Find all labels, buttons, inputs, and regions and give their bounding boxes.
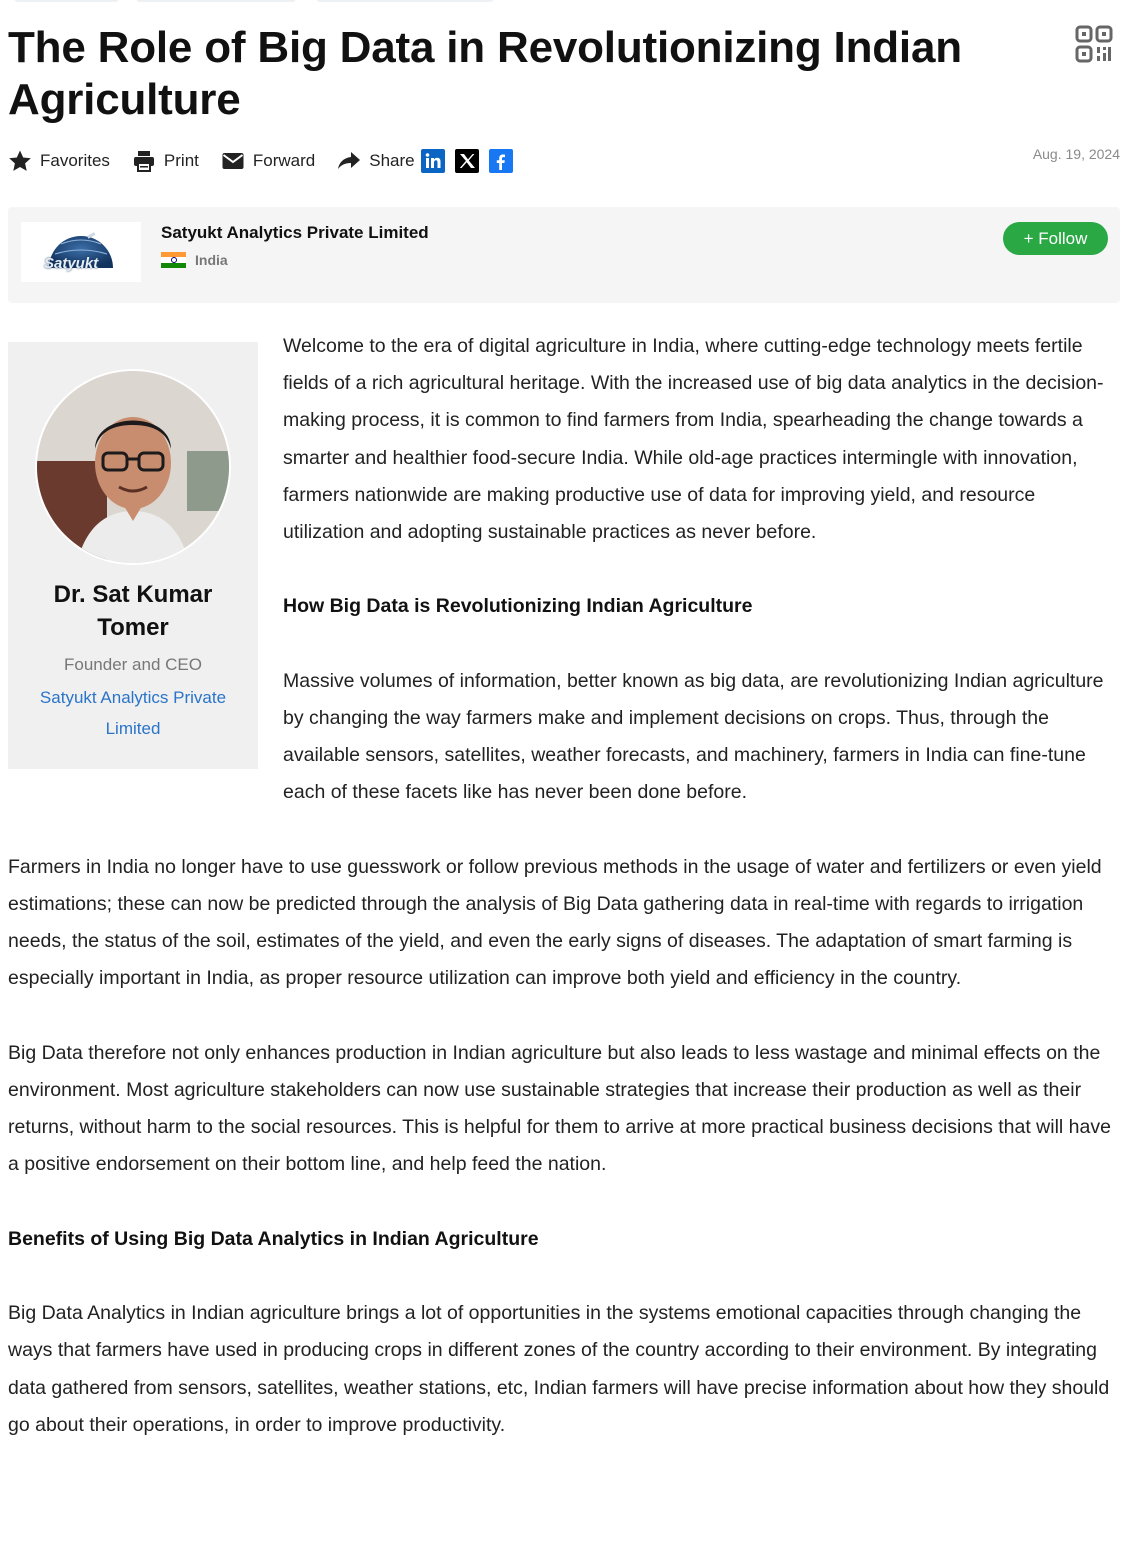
article-paragraph: Big Data Analytics in Indian agriculture brings a lot of opportunities in the systems emotional capacities through changing the ways that farmers have used in producing crops in different zones of the country according to their environment. By integrating data gathered from sensors, satellites, weather stations, etc, Indian farmers will have precise information about how they should go about their operations, in order to improve productivity.: [8, 1302, 1110, 1436]
favorites-button[interactable]: [8, 149, 110, 173]
share-label: Share: [369, 151, 415, 170]
linkedin-icon[interactable]: [421, 149, 445, 173]
india-flag-icon: [161, 252, 186, 268]
author-card-spacer: [8, 328, 283, 784]
article-paragraph: Big Data therefore not only enhances production in Indian agriculture but also leads to less wastage and minimal effects on the environment. Most agriculture stakeholders can now use sustainable strategies that increase their production as well as their returns, without harm to the social resources. This is helpful for them to arrive at more practical business decisions that will have a positive endorsement on their bottom line, and help feed the nation.: [8, 1041, 1111, 1176]
social-share-icons: [421, 149, 523, 173]
star-icon: [8, 149, 32, 173]
forward-label: Forward: [252, 151, 316, 170]
facebook-icon[interactable]: [489, 149, 513, 173]
company-logo-text: Satyukt: [44, 255, 99, 272]
top-tab[interactable]: [14, 0, 119, 2]
follow-button[interactable]: + Follow: [1003, 222, 1108, 255]
company-country: [161, 252, 228, 268]
forward-button[interactable]: [221, 149, 315, 173]
author-company-link[interactable]: Satyukt Analytics Private Limited: [39, 688, 227, 738]
top-tab[interactable]: [316, 0, 494, 2]
article-paragraph: Welcome to the era of digital agriculture in India, where cutting-edge technology meets fertile fields of a rich agricultural heritage. With the increased use of big data analytics in the decision-making process, it is common to find farmers from India, spearheading the change towards a smarter and healthier food-secure India. While old-age practices intermingle with innovation, farmers nationwide are making productive use of data for improving yield, and resource utilization and adopting sustainable practices as never before.: [283, 335, 1104, 544]
print-button[interactable]: [132, 149, 199, 173]
x-icon[interactable]: [455, 149, 479, 173]
share-arrow-icon: [337, 149, 361, 173]
article-paragraph: Farmers in India no longer have to use guesswork or follow previous methods in the usage of water and fertilizers or even yield estimations; these can now be predicted through the analysis of Big Data gathering data in real-time with regards to irrigation needs, the status of the soil, estimates of the yield, and even the early signs of diseases. The adaptation of smart farming is especially important in India, as proper resource utilization can improve both yield and efficiency in the country.: [8, 855, 1102, 990]
favorites-label: Favorites: [40, 151, 110, 170]
section-heading: How Big Data is Revolutionizing Indian Agriculture: [283, 595, 753, 618]
top-tab-strip: [0, 0, 1148, 2]
print-label: Print: [163, 151, 199, 170]
company-name[interactable]: Satyukt Analytics Private Limited: [161, 223, 429, 242]
top-tab[interactable]: [136, 0, 296, 2]
company-country-label: India: [195, 252, 228, 268]
company-card: [8, 207, 1120, 303]
article-paragraph: Massive volumes of information, better known as big data, are revolutionizing Indian agriculture by changing the way farmers make and implement decisions on crops. Thus, through the available sensors, satellites, weather forecasts, and machinery, farmers in India can fine-tune each of these facets like has never been done before.: [283, 669, 1104, 804]
author-role: Founder and CEO: [64, 655, 202, 674]
envelope-icon: [221, 149, 245, 173]
qr-code-icon[interactable]: [1074, 24, 1114, 64]
section-heading: Benefits of Using Big Data Analytics in Indian Agriculture: [8, 1227, 539, 1250]
article-actions: [8, 145, 523, 177]
article-date: Aug. 19, 2024: [1032, 146, 1120, 162]
article-title: The Role of Big Data in Revolutionizing Indian Agriculture: [8, 23, 962, 124]
article-body: [8, 328, 1120, 1481]
author-name: Dr. Sat Kumar Tomer: [53, 581, 213, 641]
printer-icon: [132, 149, 156, 173]
share-button[interactable]: [337, 149, 414, 173]
company-logo[interactable]: [21, 222, 141, 282]
